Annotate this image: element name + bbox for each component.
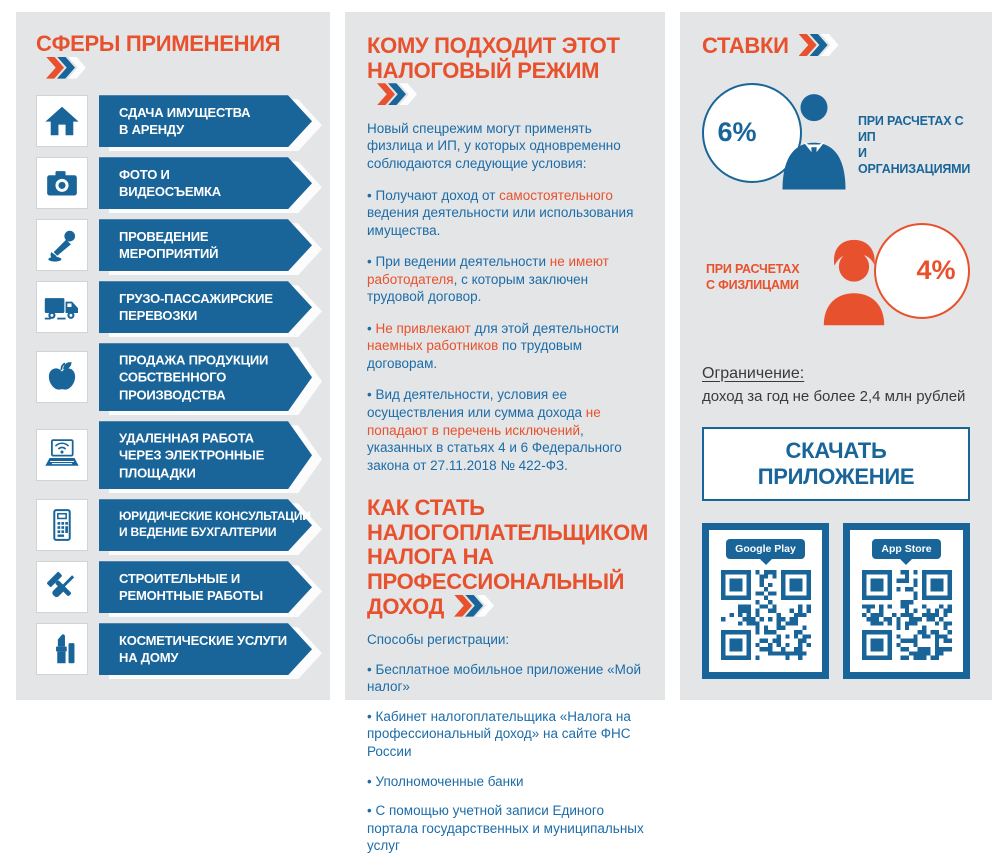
registration-methods-list	[367, 661, 645, 855]
chevrons-icon	[46, 57, 86, 79]
banner-arrow	[99, 421, 312, 489]
google-play-badge: Google Play	[726, 539, 805, 559]
spheres-list	[36, 95, 312, 675]
method-item: • Уполномоченные банки	[367, 773, 645, 791]
rate-4-label: ПРИ РАСЧЕТАХ С ФИЗЛИЦАМИ	[706, 261, 800, 292]
rate-business	[702, 79, 970, 207]
banner-label: УДАЛЕННАЯ РАБОТА ЧЕРЕЗ ЭЛЕКТРОННЫЕ ПЛОЩАДКИ	[119, 430, 265, 480]
limit-text: доход за год не более 2,4 млн рублей	[702, 387, 966, 405]
download-app-title: СКАЧАТЬ ПРИЛОЖЕНИЕ	[702, 427, 970, 501]
qr-code-icon	[862, 559, 952, 665]
banner-arrow	[99, 561, 312, 613]
banner-arrow	[99, 343, 312, 411]
panel-who-fits	[345, 12, 665, 854]
panel-spheres	[16, 12, 330, 700]
registration-subtitle: Способы регистрации:	[367, 632, 510, 648]
who-fits-title-line2: НАЛОГОВЫЙ РЕЖИМ	[367, 57, 600, 83]
method-item: • Бесплатное мобильное приложение «Мой налог»	[367, 661, 645, 696]
banner-arrow	[99, 157, 312, 209]
banner-label: СТРОИТЕЛЬНЫЕ И РЕМОНТНЫЕ РАБОТЫ	[119, 571, 263, 604]
microphone-icon	[36, 219, 88, 271]
qr-google-play	[702, 523, 829, 679]
banner-arrow	[99, 623, 312, 675]
chevrons-icon	[454, 595, 494, 617]
spheres-title-text: СФЕРЫ ПРИМЕНЕНИЯ	[36, 31, 281, 56]
condition-item: • Вид деятельности, условия ее осуществления или сумма дохода не попадают в перечень исключений, указанных в статьях 4 и 6 Федерального закона от 27.11.2018 № 422-ФЗ.	[367, 386, 645, 474]
qr-row	[702, 523, 970, 679]
lipstick-icon	[36, 623, 88, 675]
list-item-events	[36, 219, 312, 271]
laptop-icon	[36, 429, 88, 481]
banner-arrow	[99, 281, 312, 333]
calculator-icon	[36, 499, 88, 551]
banner-label: ЮРИДИЧЕСКИЕ КОНСУЛЬТАЦИИ И ВЕДЕНИЕ БУХГАЛТЕРИИ	[119, 509, 311, 540]
house-icon	[36, 95, 88, 147]
list-item-own-production	[36, 343, 312, 411]
spheres-title	[36, 32, 312, 81]
banner-label: СДАЧА ИМУЩЕСТВА В АРЕНДУ	[119, 105, 251, 138]
rate-4-value: 4%	[916, 255, 956, 286]
how-to-title-line1: КАК СТАТЬ НАЛОГОПЛАТЕЛЬЩИКОМ	[367, 495, 648, 545]
qr-code-icon	[721, 559, 811, 665]
banner-label: ПРОДАЖА ПРОДУКЦИИ СОБСТВЕННОГО ПРОИЗВОДСТВА	[119, 352, 269, 402]
rate-individual	[702, 223, 970, 341]
banner-label: ГРУЗО-ПАССАЖИРСКИЕ ПЕРЕВОЗКИ	[119, 291, 273, 324]
method-item: • С помощью учетной записи Единого портала государственных и муниципальных услуг	[367, 802, 645, 855]
condition-item: • Получают доход от самостоятельного ведения деятельности или использования имущества.	[367, 187, 645, 240]
income-limit	[702, 365, 970, 405]
tools-icon	[36, 561, 88, 613]
panel-rates	[680, 12, 992, 700]
rates-title	[702, 34, 970, 59]
how-to-title-line3: ДОХОД	[367, 593, 445, 619]
list-item-photo	[36, 157, 312, 209]
list-item-legal-accounting	[36, 499, 312, 551]
condition-item: • При ведении деятельности не имеют работодателя, с которым заключен трудовой договор.	[367, 253, 645, 306]
list-item-remote-work	[36, 421, 312, 489]
chevrons-icon	[377, 83, 417, 105]
intro-text: Новый спецрежим могут применять физлица и ИП, у которых одновременно соблюдаются следующие условия:	[367, 120, 621, 171]
banner-label: ФОТО И ВИДЕОСЪЕМКА	[119, 167, 221, 200]
banner-arrow	[99, 499, 312, 551]
how-to-title-line2: НАЛОГА НА ПРОФЕССИОНАЛЬНЫЙ	[367, 544, 625, 595]
app-store-badge: App Store	[872, 539, 940, 559]
businessman-icon	[778, 89, 850, 191]
list-item-transport	[36, 281, 312, 333]
limit-title: Ограничение:	[702, 364, 805, 382]
who-fits-title-line1: КОМУ ПОДХОДИТ ЭТОТ	[367, 33, 620, 58]
person-icon	[814, 227, 894, 331]
chevrons-icon	[799, 34, 839, 56]
list-item-cosmetic	[36, 623, 312, 675]
rate-6-label: ПРИ РАСЧЕТАХ С ИП И ОРГАНИЗАЦИЯМИ	[858, 113, 971, 177]
banner-arrow	[99, 219, 312, 271]
conditions-list	[367, 187, 645, 475]
rate-6-value: 6%	[717, 117, 757, 148]
banner-arrow	[99, 95, 312, 147]
rates-title-text: СТАВКИ	[702, 33, 789, 58]
who-fits-title	[367, 34, 645, 108]
banner-label: КОСМЕТИЧЕСКИЕ УСЛУГИ НА ДОМУ	[119, 633, 287, 666]
banner-label: ПРОВЕДЕНИЕ МЕРОПРИЯТИЙ	[119, 229, 219, 262]
method-item: • Кабинет налогоплательщика «Налога на профессиональный доход» на сайте ФНС России	[367, 708, 645, 761]
list-item-rent	[36, 95, 312, 147]
truck-icon	[36, 281, 88, 333]
condition-item: • Не привлекают для этой деятельности наемных работников по трудовым договорам.	[367, 320, 645, 373]
list-item-construction	[36, 561, 312, 613]
how-to-become-title	[367, 495, 648, 619]
camera-icon	[36, 157, 88, 209]
apple-icon	[36, 351, 88, 403]
qr-app-store	[843, 523, 970, 679]
